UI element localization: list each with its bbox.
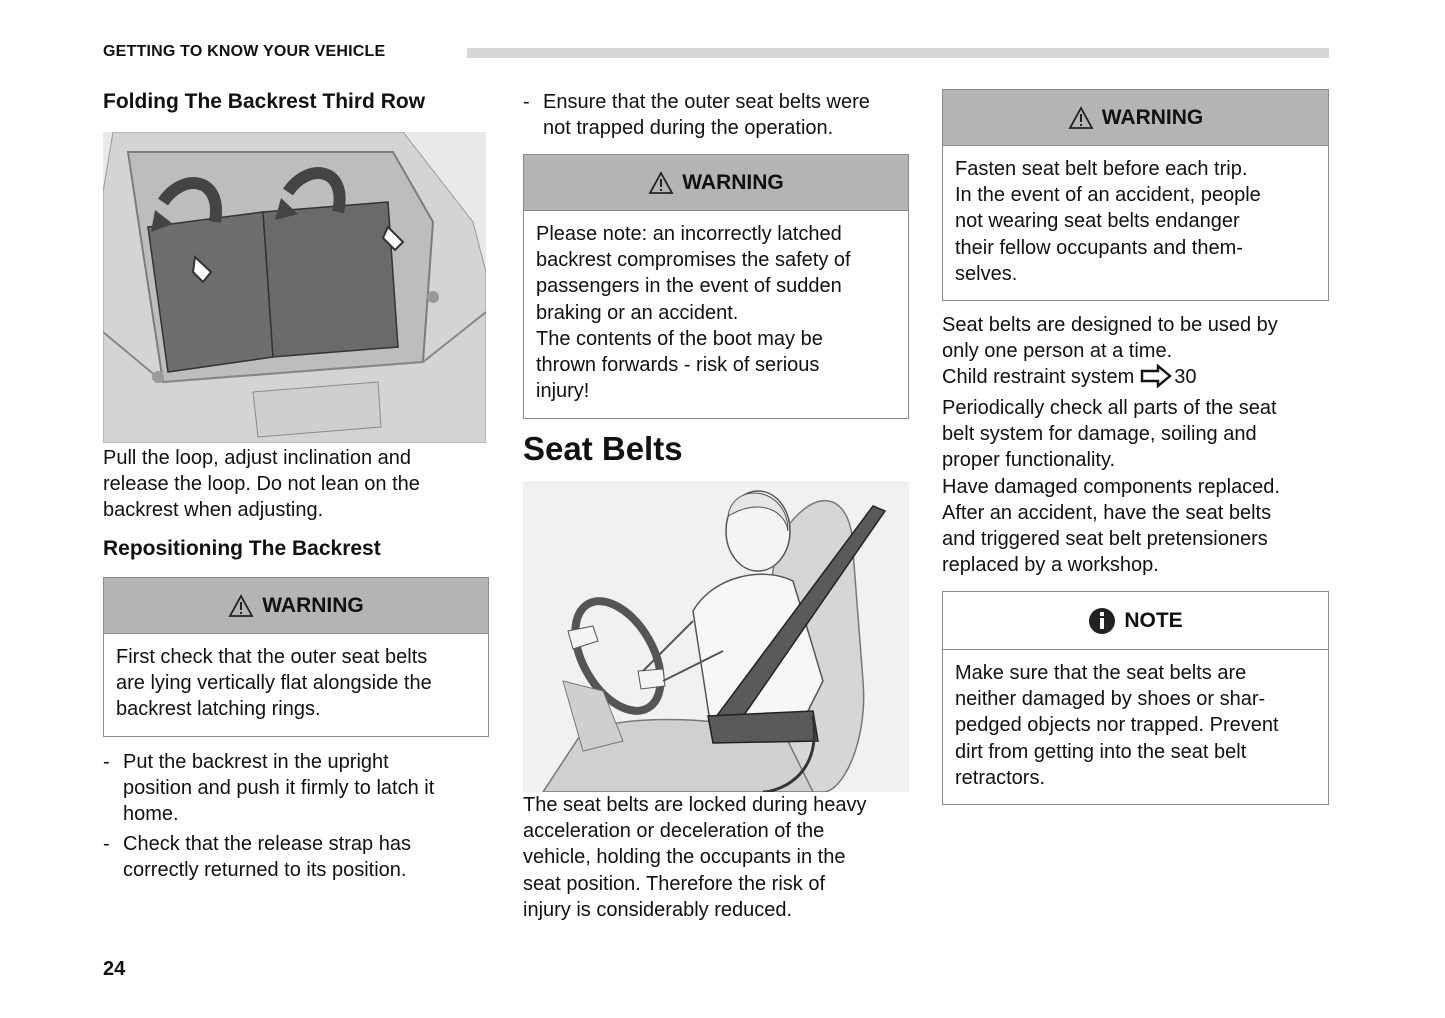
folding-instructions-line: Pull the loop, adjust inclination and: [103, 447, 411, 469]
step-line: Check that the release strap has: [123, 833, 411, 855]
car-boot-illustration: [103, 132, 486, 443]
header-rule: [467, 48, 1329, 58]
seat-belt-maintenance-line: replaced by a workshop.: [942, 554, 1159, 577]
seat-belt-maintenance-line: After an accident, have the seat belts: [942, 501, 1272, 524]
warning-triangle-icon: [648, 171, 674, 195]
driver-seatbelt-illustration: [523, 481, 909, 792]
folding-instructions-line: release the loop. Do not lean on the: [103, 473, 420, 496]
heading-folding-backrest: Folding The Backrest Third Row: [103, 90, 426, 113]
warning-line: their fellow occupants and them-: [955, 236, 1243, 259]
warning-body: [104, 634, 488, 723]
warning-line: passengers in the event of sudden: [536, 275, 842, 298]
warning-box-fasten-belt: [942, 89, 1329, 301]
cross-reference-page: 30: [1174, 366, 1197, 389]
warning-triangle-icon: [228, 594, 254, 618]
warning-title: WARNING: [1101, 105, 1204, 129]
seat-belt-maintenance: [942, 395, 1280, 578]
seat-belt-usage-line: Seat belts are designed to be used by: [942, 314, 1278, 336]
warning-header: [524, 155, 908, 211]
seat-belt-usage: [942, 312, 1278, 391]
warning-line: In the event of an accident, people: [955, 184, 1261, 207]
seat-belts-description-line: vehicle, holding the occupants in the: [523, 846, 846, 869]
seat-belts-description-line: The seat belts are locked during heavy: [523, 794, 867, 816]
warning-body: [524, 211, 908, 404]
warning-line: backrest compromises the safety of: [536, 249, 851, 272]
warning-title: WARNING: [262, 593, 364, 617]
seat-belt-maintenance-line: and triggered seat belt pretensioners: [942, 528, 1268, 551]
warning-header: [943, 90, 1328, 146]
note-line: pedged objects nor trapped. Prevent: [955, 714, 1279, 737]
note-line: dirt from getting into the seat belt: [955, 740, 1247, 763]
seat-belt-maintenance-line: Have damaged components replaced.: [942, 475, 1280, 498]
warning-box-latching: [103, 577, 489, 737]
warning-line: The contents of the boot may be: [536, 327, 823, 350]
heading-seat-belts: Seat Belts: [523, 430, 683, 467]
warning-triangle-icon: [1068, 106, 1094, 130]
warning-line: Please note: an incorrectly latched: [536, 223, 842, 245]
step-dash: -: [523, 91, 530, 113]
warning-title: WARNING: [682, 170, 784, 194]
note-header: [943, 592, 1328, 650]
section-header-title: GETTING TO KNOW YOUR VEHICLE: [103, 43, 386, 60]
warning-box-backrest-latch: [523, 154, 909, 419]
warning-line: selves.: [955, 262, 1018, 285]
cross-reference-text: Child restraint system: [942, 366, 1135, 389]
seat-belt-maintenance-line: belt system for damage, soiling and: [942, 423, 1257, 446]
step-line: position and push it firmly to latch it: [123, 777, 435, 800]
note-line: neither damaged by shoes or shar-: [955, 688, 1266, 711]
figure-folding-backrest: [103, 132, 486, 443]
warning-line: Fasten seat belt before each trip.: [955, 158, 1248, 180]
info-icon: [1088, 607, 1116, 635]
step-line: correctly returned to its position.: [123, 859, 407, 882]
page-number: 24: [103, 958, 126, 980]
note-title: NOTE: [1124, 608, 1183, 632]
cross-reference[interactable]: [942, 364, 1278, 390]
folding-instructions: [103, 445, 420, 524]
warning-header: [104, 578, 488, 634]
note-line: Make sure that the seat belts are: [955, 662, 1247, 684]
folding-instructions-line: backrest when adjusting.: [103, 499, 324, 522]
warning-line: thrown forwards - risk of serious: [536, 354, 820, 377]
step-line: Put the backrest in the upright: [123, 751, 389, 773]
step-dash: -: [103, 833, 110, 855]
note-box-belt-damage: [942, 591, 1329, 805]
note-line: retractors.: [955, 766, 1046, 789]
page-reference-arrow-icon: [1140, 364, 1172, 388]
heading-repositioning-backrest: Repositioning The Backrest: [103, 537, 381, 560]
seat-belts-description-line: injury is considerably reduced.: [523, 898, 793, 921]
warning-body: [943, 146, 1328, 287]
seat-belt-usage-line: only one person at a time.: [942, 340, 1173, 363]
warning-line: braking or an accident.: [536, 301, 739, 324]
warning-line: backrest latching rings.: [116, 698, 321, 721]
step-line: home.: [123, 803, 179, 826]
seat-belts-description: [523, 792, 867, 923]
seat-belt-maintenance-line: Periodically check all parts of the seat: [942, 397, 1277, 419]
seat-belts-description-line: acceleration or deceleration of the: [523, 820, 825, 843]
warning-line: First check that the outer seat belts: [116, 646, 428, 668]
seat-belts-description-line: seat position. Therefore the risk of: [523, 872, 826, 895]
figure-seat-belt-driver: [523, 481, 909, 792]
seat-belt-maintenance-line: proper functionality.: [942, 449, 1116, 472]
warning-line: injury!: [536, 380, 590, 403]
step-dash: -: [103, 751, 110, 773]
step-line: Ensure that the outer seat belts were: [543, 91, 870, 113]
warning-line: are lying vertically flat alongside the: [116, 672, 432, 695]
note-body: [943, 650, 1328, 791]
step-line: not trapped during the operation.: [543, 117, 834, 140]
warning-line: not wearing seat belts endanger: [955, 210, 1240, 233]
